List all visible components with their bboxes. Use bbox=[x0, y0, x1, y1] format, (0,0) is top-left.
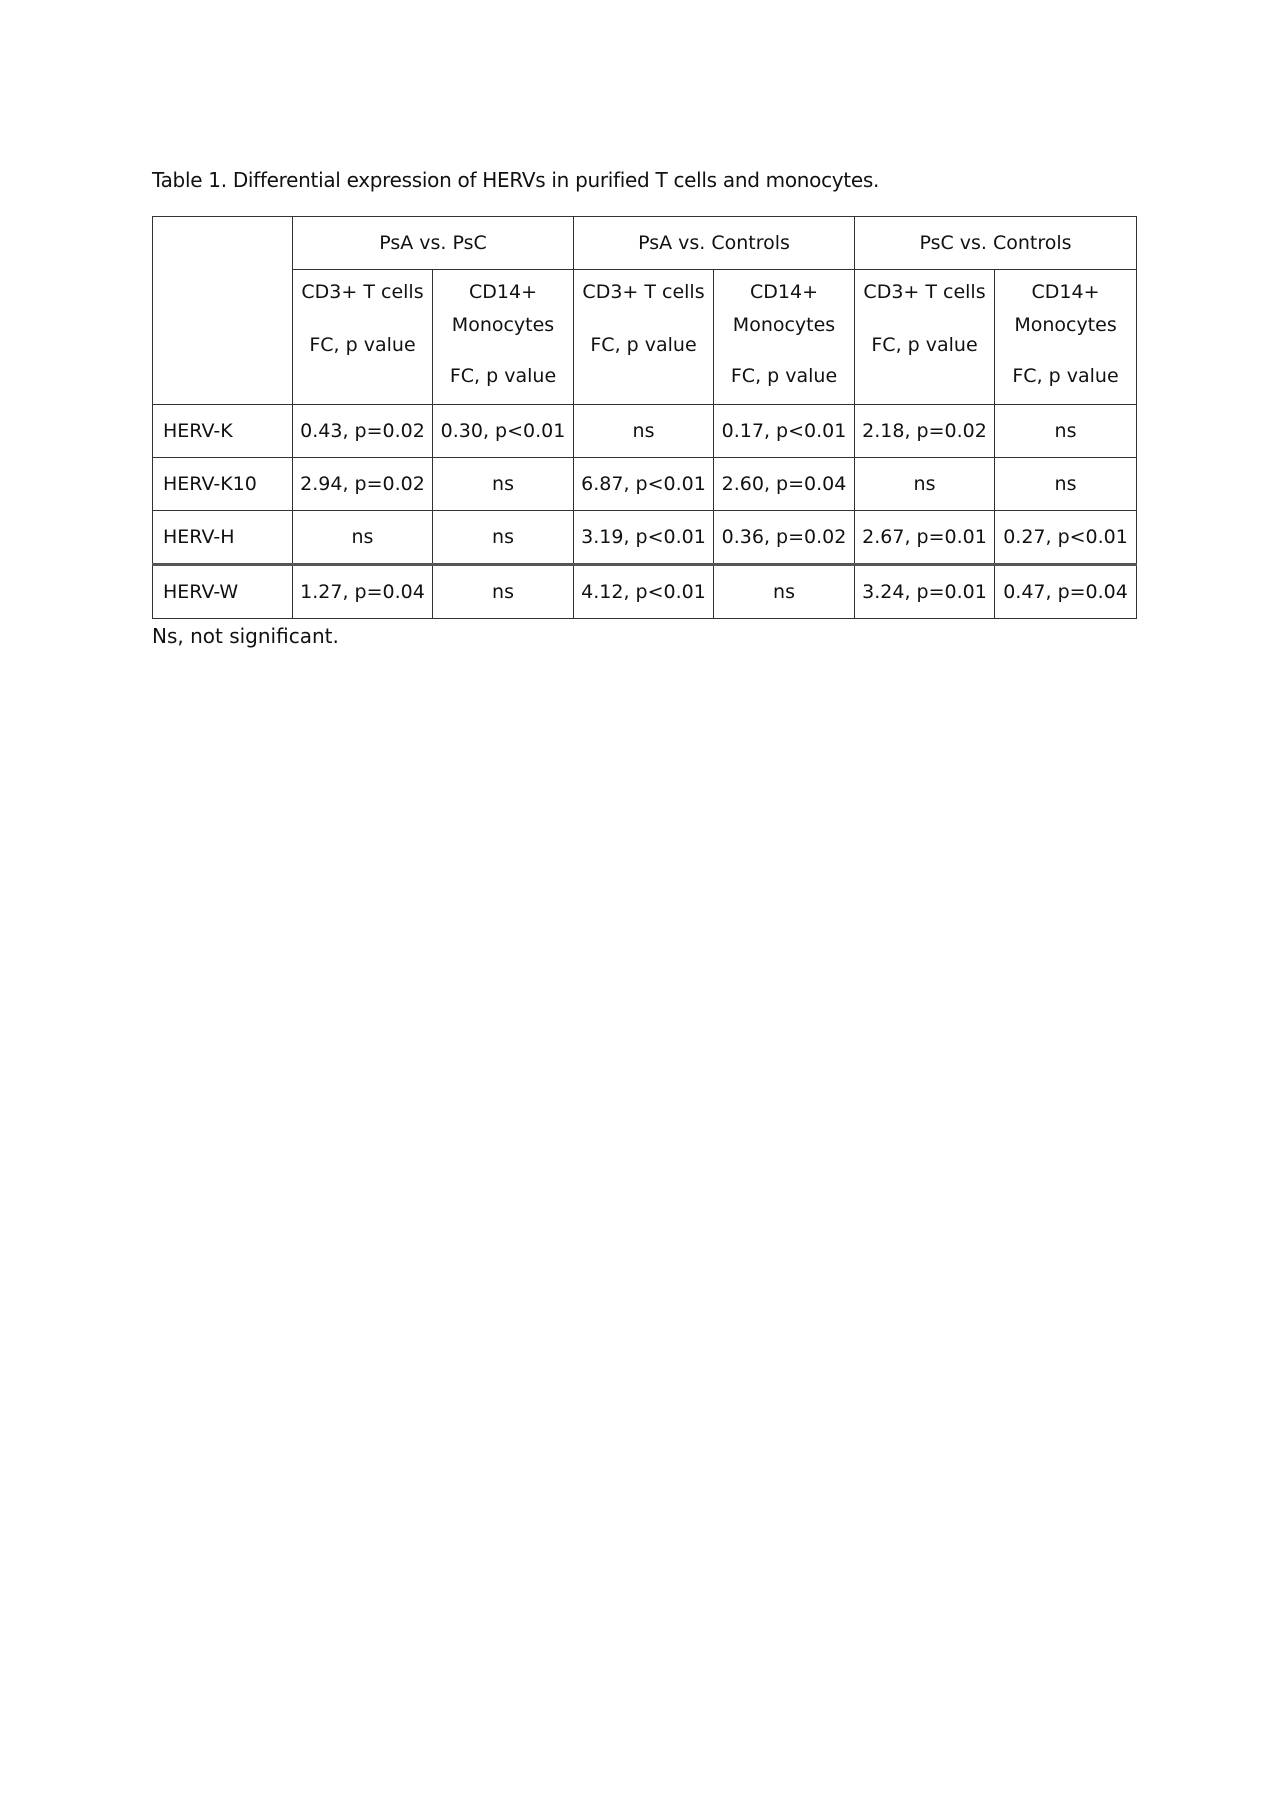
table-row bbox=[153, 405, 1137, 458]
table-cell: 0.30, p<0.01 bbox=[433, 405, 574, 458]
subheader-cd3 bbox=[293, 270, 433, 405]
row-label: HERV-W bbox=[153, 565, 293, 619]
subheader-cd14-subtitle: Monocytes bbox=[451, 314, 555, 336]
table-cell: 0.27, p<0.01 bbox=[995, 511, 1137, 565]
table-cell: 6.87, p<0.01 bbox=[574, 458, 714, 511]
table-cell: ns bbox=[855, 458, 995, 511]
table-cell: ns bbox=[433, 565, 574, 619]
table-cell: ns bbox=[995, 458, 1137, 511]
table-cell: ns bbox=[574, 405, 714, 458]
subheader-cd3-metric: FC, p value bbox=[871, 334, 978, 356]
subheader-cd3-title: CD3+ T cells bbox=[863, 281, 986, 303]
corner-cell bbox=[153, 217, 293, 405]
subheader-cd14-metric: FC, p value bbox=[1012, 365, 1119, 387]
table-cell: 2.67, p=0.01 bbox=[855, 511, 995, 565]
row-label: HERV-K10 bbox=[153, 458, 293, 511]
row-label: HERV-H bbox=[153, 511, 293, 565]
table-cell: 0.47, p=0.04 bbox=[995, 565, 1137, 619]
group-header-psa-vs-controls: PsA vs. Controls bbox=[574, 217, 855, 270]
subheader-cd3-title: CD3+ T cells bbox=[301, 281, 424, 303]
subheader-cd14 bbox=[995, 270, 1137, 405]
subheader-cd14-title: CD14+ bbox=[469, 281, 537, 303]
table-row bbox=[153, 565, 1137, 619]
table-cell: 2.94, p=0.02 bbox=[293, 458, 433, 511]
table-cell: ns bbox=[714, 565, 855, 619]
subheader-cd14-title: CD14+ bbox=[750, 281, 819, 303]
table-cell: ns bbox=[433, 458, 574, 511]
group-header-psa-vs-psc: PsA vs. PsC bbox=[293, 217, 574, 270]
table-caption: Table 1. Differential expression of HERVs in purified T cells and monocytes. bbox=[152, 168, 880, 192]
subheader-cd14-metric: FC, p value bbox=[730, 365, 838, 387]
table-cell: 3.19, p<0.01 bbox=[574, 511, 714, 565]
subheader-cd3 bbox=[855, 270, 995, 405]
subheader-cd14-title: CD14+ bbox=[1031, 281, 1100, 303]
table-cell: 2.18, p=0.02 bbox=[855, 405, 995, 458]
table-cell: ns bbox=[995, 405, 1137, 458]
table-cell: 3.24, p=0.01 bbox=[855, 565, 995, 619]
table-row bbox=[153, 458, 1137, 511]
group-header-row bbox=[153, 217, 1137, 270]
table-row bbox=[153, 511, 1137, 565]
table-cell: 2.60, p=0.04 bbox=[714, 458, 855, 511]
subheader-cd14-subtitle: Monocytes bbox=[1014, 314, 1117, 336]
group-header-psc-vs-controls: PsC vs. Controls bbox=[855, 217, 1137, 270]
table-cell: ns bbox=[293, 511, 433, 565]
table-cell: ns bbox=[433, 511, 574, 565]
subheader-cd3-metric: FC, p value bbox=[590, 334, 697, 356]
subheader-cd14 bbox=[433, 270, 574, 405]
subheader-cd3-metric: FC, p value bbox=[309, 334, 416, 356]
subheader-cd3 bbox=[574, 270, 714, 405]
subheader-row bbox=[153, 270, 1137, 405]
row-label: HERV-K bbox=[153, 405, 293, 458]
table-cell: 0.17, p<0.01 bbox=[714, 405, 855, 458]
table-cell: 1.27, p=0.04 bbox=[293, 565, 433, 619]
subheader-cd14 bbox=[714, 270, 855, 405]
table-cell: 0.43, p=0.02 bbox=[293, 405, 433, 458]
table-cell: 0.36, p=0.02 bbox=[714, 511, 855, 565]
subheader-cd14-subtitle: Monocytes bbox=[732, 314, 836, 336]
subheader-cd3-title: CD3+ T cells bbox=[582, 281, 705, 303]
herv-expression-table bbox=[152, 216, 1137, 619]
table-footnote: Ns, not significant. bbox=[152, 624, 339, 648]
table-cell: 4.12, p<0.01 bbox=[574, 565, 714, 619]
subheader-cd14-metric: FC, p value bbox=[449, 365, 557, 387]
